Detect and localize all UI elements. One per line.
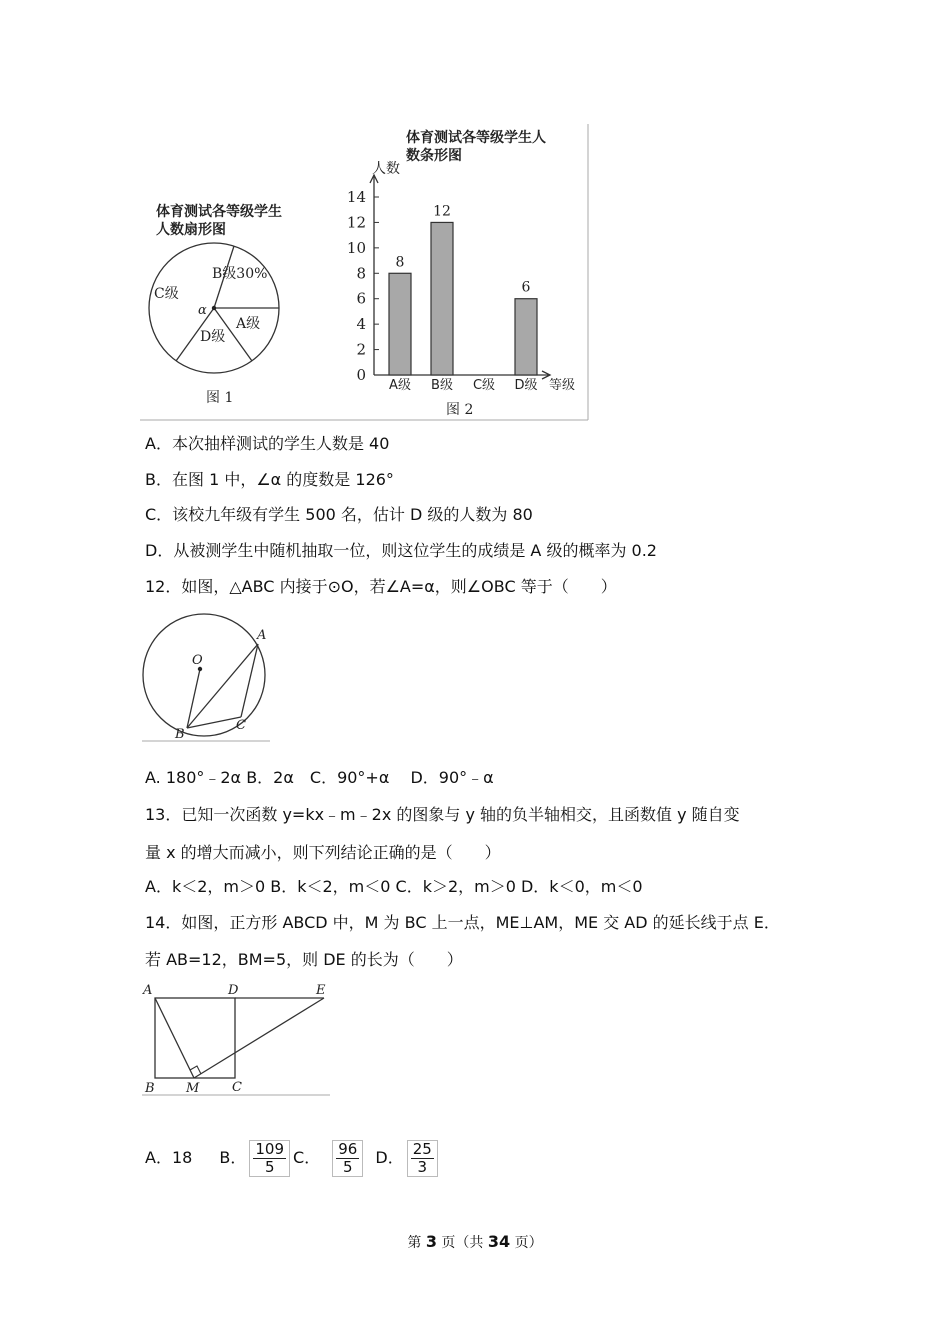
q14-option-a: A．18 [145, 1148, 193, 1167]
q14-options [145, 1140, 441, 1177]
fraction-numerator: 25 [412, 1140, 432, 1158]
fraction-numerator: 109 [255, 1140, 285, 1158]
bar-title-line1: 体育测试各等级学生人 [406, 130, 546, 146]
q14-stem-line1: 14．如图，正方形 ABCD 中，M 为 BC 上一点，ME⊥AM，ME 交 AD 的延长线于点 E． [145, 913, 780, 932]
y-tick-label: 2 [356, 340, 366, 359]
label-b: B [175, 727, 185, 742]
x-axis-label: 等级 [549, 378, 576, 393]
pie-label-alpha: α [198, 303, 207, 318]
bar-data-label: 6 [521, 279, 531, 296]
q12-figure [140, 618, 275, 744]
q14-option-d-fraction [407, 1140, 438, 1177]
x-tick-label: D级 [514, 378, 538, 393]
label-e: E [316, 983, 326, 998]
y-tick-label: 8 [356, 264, 366, 283]
q13-stem-line1: 13．已知一次函数 y=kx﹣m﹣2x 的图象与 y 轴的负半轴相交，且函数值 y 随自变 [145, 805, 740, 824]
pie-center [212, 306, 216, 310]
q14-option-c-label: C． [293, 1148, 321, 1167]
q11-figure [140, 120, 600, 425]
q14-option-b-fraction [249, 1140, 290, 1177]
label-o: O [192, 653, 203, 668]
q11-option-b: B．在图 1 中，∠α 的度数是 126° [145, 470, 394, 489]
q13-stem-line2: 量 x 的增大而减小，则下列结论正确的是（ ） [145, 843, 501, 862]
bar-chart [347, 129, 575, 418]
bar-caption: 图 2 [446, 402, 474, 418]
square-abcd [155, 998, 235, 1078]
footer-suffix: 页） [510, 1235, 543, 1251]
pie-label-d: D级 [200, 329, 226, 345]
bar-data-label: 8 [395, 254, 405, 271]
y-tick-label: 6 [356, 289, 366, 308]
segment-me [194, 998, 324, 1078]
y-tick-label: 10 [346, 238, 366, 257]
footer-middle: 页（共 [436, 1235, 488, 1251]
q11-option-a: A．本次抽样测试的学生人数是 40 [145, 434, 390, 453]
y-tick-label: 12 [346, 213, 366, 232]
pie-caption: 图 1 [206, 390, 234, 406]
footer-total-pages: 34 [487, 1232, 511, 1251]
q13-options: A．k＜2，m＞0 B．k＜2，m＜0 C．k＞2，m＞0 D．k＜0，m＜0 [145, 877, 643, 896]
bar-title-line2: 数条形图 [406, 148, 462, 164]
q12-stem: 12．如图，△ABC 内接于⊙O，若∠A=α，则∠OBC 等于（ ） [145, 577, 617, 596]
circle-o [143, 614, 265, 736]
q14-figure [140, 980, 335, 1100]
q11-option-c: C．该校九年级有学生 500 名，估计 D 级的人数为 80 [145, 505, 533, 524]
pie-label-c: C级 [154, 286, 179, 302]
fraction-numerator: 96 [338, 1140, 358, 1158]
q14-stem-line2: 若 AB=12，BM=5，则 DE 的长为（ ） [145, 950, 463, 969]
fraction-denominator: 5 [342, 1158, 353, 1176]
q14-option-b-label: B． [219, 1148, 247, 1167]
q11-option-d: D．从被测学生中随机抽取一位，则这位学生的成绩是 A 级的概率为 0.2 [145, 541, 657, 560]
y-tick-label: 14 [346, 188, 366, 206]
bar-plot-area [347, 160, 575, 393]
x-tick-label: B级 [431, 378, 453, 393]
segment-ob [187, 669, 200, 728]
pie-title-line2: 人数扇形图 [156, 222, 226, 238]
page-footer [0, 1232, 950, 1252]
pie-label-b: B级30% [212, 266, 268, 282]
fraction-denominator: 5 [264, 1158, 275, 1176]
footer-page-number: 3 [425, 1232, 437, 1251]
fraction-denominator: 3 [417, 1158, 428, 1176]
pie-title-line1: 体育测试各等级学生 [156, 204, 282, 220]
q14-option-c-fraction [332, 1140, 363, 1177]
y-axis-label: 人数 [372, 161, 400, 177]
label-b: B [145, 1081, 155, 1096]
bar [515, 299, 537, 375]
label-c: C [232, 1080, 242, 1095]
y-tick-label: 4 [356, 315, 366, 334]
label-m: M [186, 1081, 200, 1096]
bar-data-label: 12 [433, 203, 451, 220]
x-tick-label: C级 [472, 378, 496, 393]
y-tick-label: 0 [356, 366, 366, 384]
segment-am [155, 998, 194, 1078]
pie-label-a: A级 [236, 316, 261, 332]
q14-option-d-label: D． [375, 1148, 404, 1167]
x-tick-label: A级 [389, 378, 411, 393]
bar [431, 222, 453, 375]
pie-chart [149, 203, 282, 406]
q12-options: A. 180°﹣2α B．2α C．90°+α D．90°﹣α [145, 768, 494, 787]
bar [389, 273, 411, 375]
footer-prefix: 第 [407, 1235, 426, 1251]
label-d: D [228, 983, 239, 998]
label-c: C [236, 718, 246, 733]
label-a: A [257, 628, 267, 643]
label-a: A [143, 983, 153, 998]
